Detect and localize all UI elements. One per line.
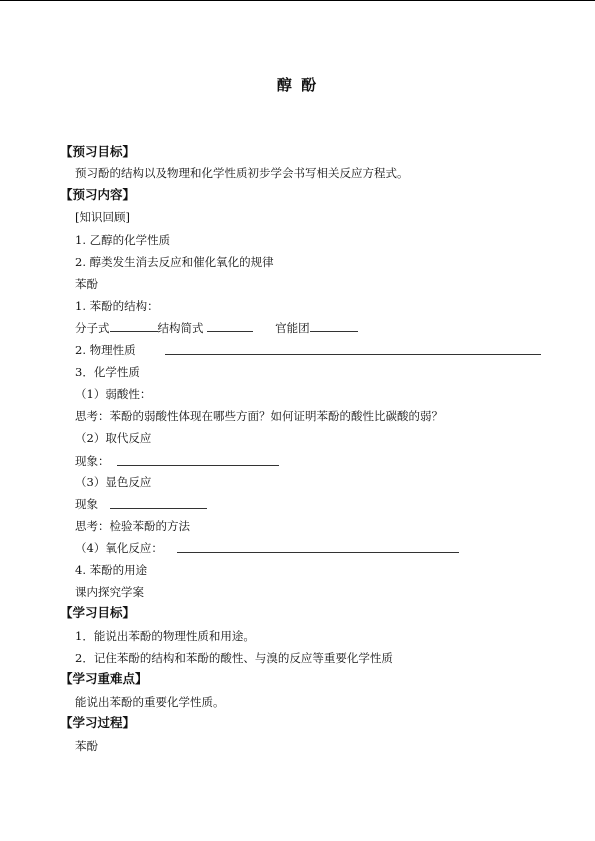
formula-label: 分子式	[75, 321, 110, 335]
phenomenon-2-blank	[110, 498, 207, 509]
substitution-item: （2）取代反应	[75, 431, 152, 445]
knowledge-review: [知识回顾]	[75, 210, 130, 224]
color-item: （3）显色反应	[75, 475, 152, 489]
top-rule	[0, 0, 595, 1]
think-2: 思考：检验苯酚的方法	[75, 519, 190, 533]
phenomenon-1-label: 现象：	[75, 454, 110, 468]
structure-item: 1. 苯酚的结构：	[75, 299, 159, 313]
review-item-1: 1. 乙醇的化学性质	[75, 233, 171, 247]
learning-goal-2: 2．记住苯酚的结构和苯酚的酸性、与溴的反应等重要化学性质	[75, 651, 393, 665]
think-1: 思考：苯酚的弱酸性体现在哪些方面？如何证明苯酚的酸性比碳酸的弱？	[75, 409, 443, 423]
formula-blank	[110, 321, 158, 332]
oxidation-label: （4）氧化反应：	[75, 541, 163, 555]
struct-label: 结构简式	[157, 321, 204, 335]
class-plan: 课内探究学案	[75, 585, 144, 599]
phenol-label: 苯酚	[75, 277, 98, 291]
chemical-item: 3．化学性质	[75, 365, 140, 379]
process-heading: 【学习过程】	[60, 715, 136, 730]
use-item: 4. 苯酚的用途	[75, 563, 148, 577]
physical-label: 2. 物理性质	[75, 343, 136, 357]
review-item-2: 2. 醇类发生消去反应和催化氧化的规律	[75, 255, 274, 269]
formula-row	[75, 321, 358, 335]
group-blank	[310, 321, 358, 332]
phenomenon-2-label: 现象	[75, 497, 98, 511]
key-points-text: 能说出苯酚的重要化学性质。	[75, 695, 225, 709]
acid-item: （1）弱酸性：	[75, 387, 152, 401]
physical-blank	[165, 344, 541, 355]
preview-goal-heading: 【预习目标】	[60, 144, 136, 159]
physical-row	[75, 343, 136, 357]
process-text: 苯酚	[75, 739, 98, 753]
phenomenon-1-blank	[117, 455, 279, 466]
preview-content-heading: 【预习内容】	[60, 187, 136, 202]
page-title: 醇 酚	[276, 76, 319, 94]
struct-blank	[207, 321, 253, 332]
preview-goal-text: 预习酚的结构以及物理和化学性质初步学会书写相关反应方程式。	[75, 166, 409, 180]
oxidation-blank	[177, 542, 459, 553]
learning-goal-1: 1．能说出苯酚的物理性质和用途。	[75, 629, 255, 643]
group-label: 官能团	[275, 321, 310, 335]
key-points-heading: 【学习重难点】	[60, 671, 148, 686]
learning-goal-heading: 【学习目标】	[60, 605, 136, 620]
